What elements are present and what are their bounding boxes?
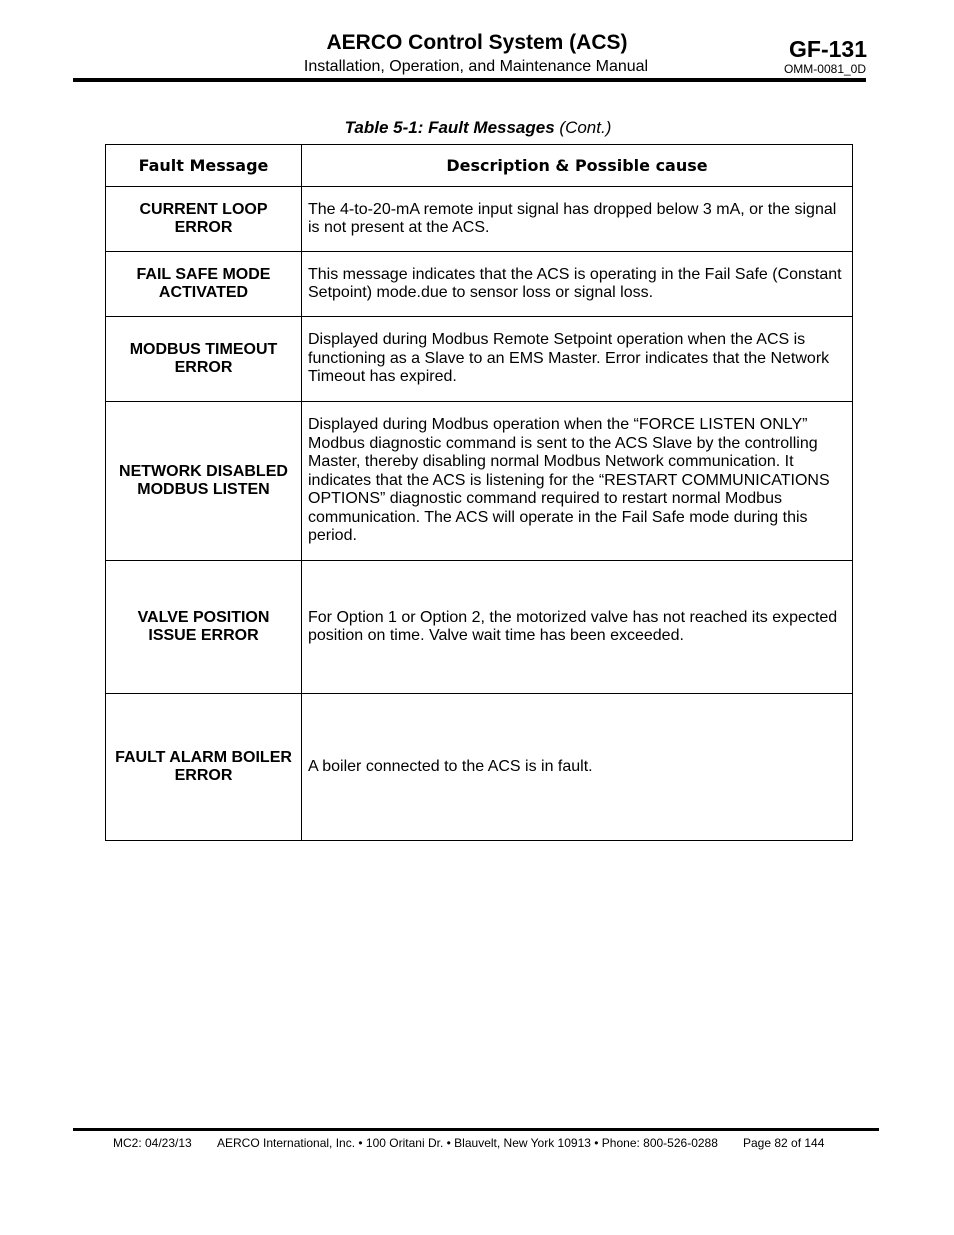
fault-message-cell: CURRENT LOOP ERROR: [106, 187, 302, 252]
fault-description-cell: The 4-to-20-mA remote input signal has dropped below 3 mA, or the signal is not present at the ACS.: [302, 187, 853, 252]
table-row: [106, 402, 853, 561]
fault-message-cell: MODBUS TIMEOUT ERROR: [106, 317, 302, 402]
document-code: GF-131: [789, 36, 867, 62]
table-row: [106, 694, 853, 841]
table-row: [106, 187, 853, 252]
fault-description-cell: For Option 1 or Option 2, the motorized valve has not reached its expected position on time. Valve wait time has been exceeded.: [302, 561, 853, 694]
fault-description-cell: A boiler connected to the ACS is in fault.: [302, 694, 853, 841]
table-row: [106, 252, 853, 317]
fault-description-cell: Displayed during Modbus operation when the “FORCE LISTEN ONLY” Modbus diagnostic command is sent to the ACS Slave by the controlling Master, thereby disabling normal Modbus Network communication. It indicates that the ACS is listening for the “RESTART COMMUNICATIONS OPTIONS” diagnostic command required to restart normal Modbus communication. The ACS will operate in the Fail Safe mode during this period.: [302, 402, 853, 561]
column-header-fault-message: Fault Message: [106, 145, 302, 187]
table-caption-cont: (Cont.): [554, 118, 612, 137]
document-title: AERCO Control System (ACS): [326, 31, 628, 54]
fault-description-cell: Displayed during Modbus Remote Setpoint operation when the ACS is functioning as a Slave to an EMS Master. Error indicates that the Network Timeout has expired.: [302, 317, 853, 402]
table-row: [106, 317, 853, 402]
document-subtitle: Installation, Operation, and Maintenance Manual: [303, 58, 649, 75]
fault-message-cell: FAULT ALARM BOILER ERROR: [106, 694, 302, 841]
footer-company-address: AERCO International, Inc. • 100 Oritani Dr. • Blauvelt, New York 10913 • Phone: 800-526-0288: [217, 1136, 718, 1150]
header-divider: [73, 78, 866, 82]
fault-description-cell: This message indicates that the ACS is operating in the Fail Safe (Constant Setpoint) mode.due to sensor loss or signal loss.: [302, 252, 853, 317]
fault-message-cell: NETWORK DISABLED MODBUS LISTEN: [106, 402, 302, 561]
footer-revision-date: MC2: 04/23/13: [113, 1136, 192, 1150]
footer-divider: [73, 1128, 879, 1131]
fault-messages-table: [105, 144, 853, 841]
table-header-row: [106, 145, 853, 187]
column-header-description: Description & Possible cause: [302, 145, 853, 187]
footer-page-number: Page 82 of 144: [743, 1136, 825, 1150]
fault-message-cell: FAIL SAFE MODE ACTIVATED: [106, 252, 302, 317]
document-number: OMM-0081_0D: [783, 62, 866, 76]
table-caption: [105, 117, 851, 139]
fault-message-cell: VALVE POSITION ISSUE ERROR: [106, 561, 302, 694]
table-caption-title: Table 5-1: Fault Messages: [344, 118, 555, 137]
table-row: [106, 561, 853, 694]
